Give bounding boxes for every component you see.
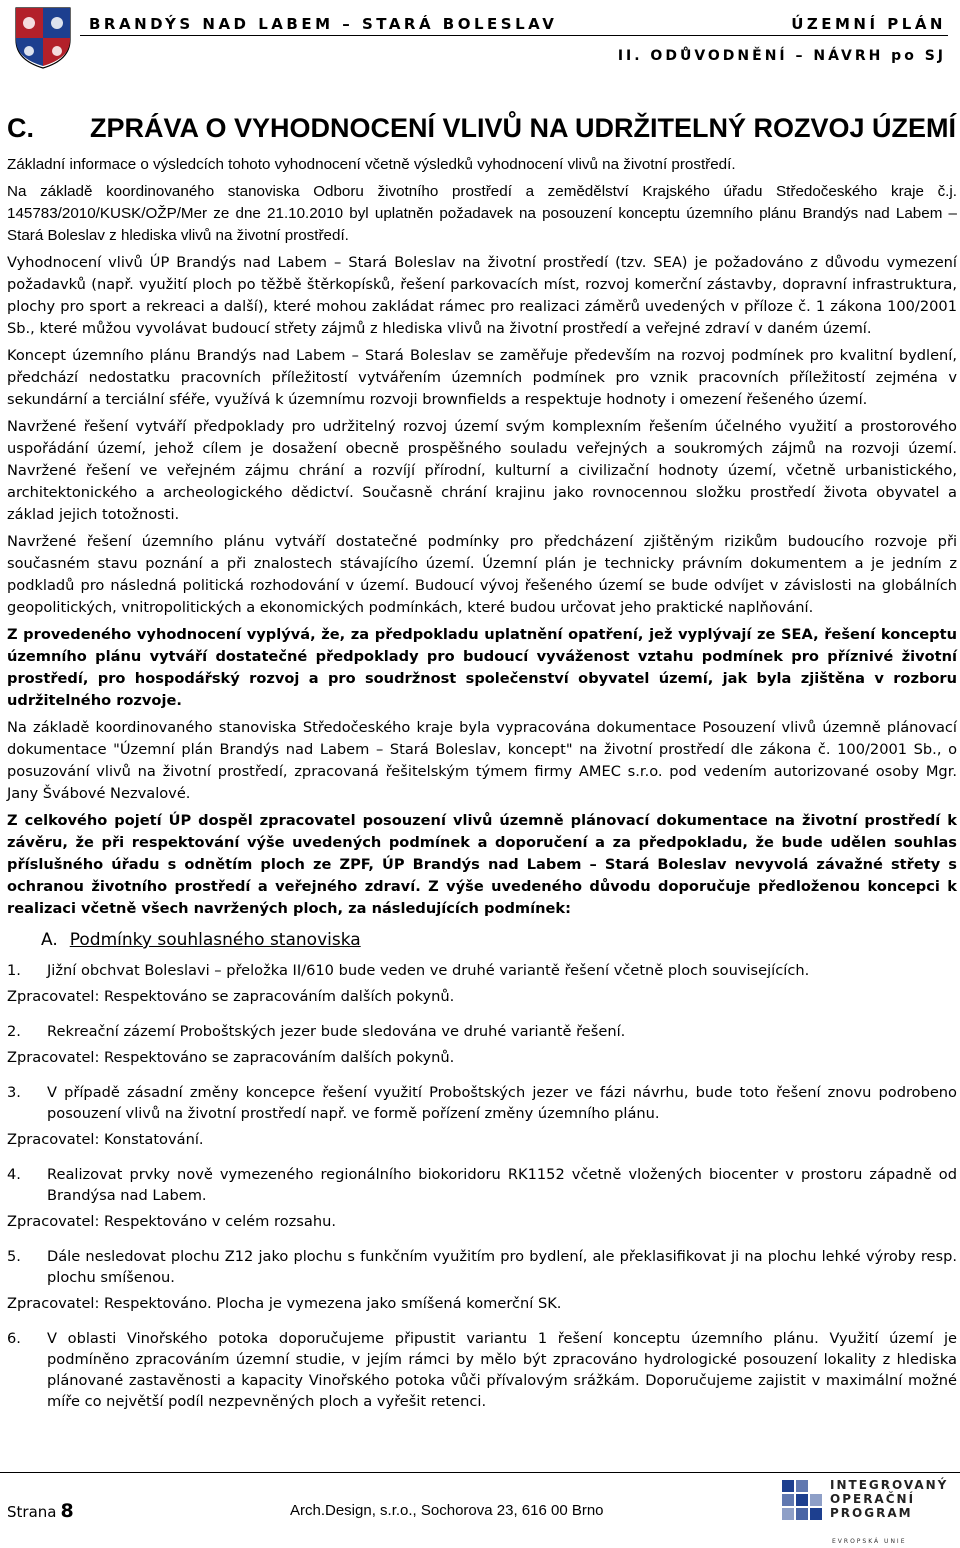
item-number: 3. [7,1084,21,1101]
item-response: Zpracovatel: Respektováno v celém rozsahu. [7,1213,336,1230]
intro-paragraph-2: Na základě koordinovaného stanoviska Odboru životního prostředí a zemědělství Krajského úřadu Středočeského kraje č.j. 145783/2010/KUSK/OŽP/Mer ze dne 21.10.2010 byl uplatněn požadavek na posouzení konceptu územního plánu Brandýs nad Labem – Stará Boleslav z hlediska vlivů na životní prostředí. [7,183,957,244]
item-number: 5. [7,1248,21,1265]
section-letter: C. [7,113,34,143]
item-response: Zpracovatel: Respektováno se zapracováním dalších pokynů. [7,1049,455,1066]
header-document-type: ÚZEMNÍ PLÁN [791,15,946,33]
page-header [0,0,960,78]
coat-of-arms-icon [14,6,72,70]
item-number: 4. [7,1166,21,1183]
list-item [7,1021,957,1042]
list-item [7,1082,957,1124]
item-response: Zpracovatel: Respektováno. Plocha je vymezena jako smíšená komerční SK. [7,1295,562,1312]
list-item [7,1246,957,1288]
page-footer [0,1464,960,1548]
section-title-text: ZPRÁVA O VYHODNOCENÍ VLIVŮ NA UDRŽITELNÝ ROZVOJ ÚZEMÍ [90,113,957,143]
page-label: Strana [7,1503,57,1521]
iop-logo [780,1478,950,1548]
item-number: 6. [7,1330,21,1347]
item-text: Jižní obchvat Boleslavi – přeložka II/610 bude veden ve druhé variantě řešení včetně ploch souvisejících. [47,962,810,979]
program-logo-icon [780,1478,826,1534]
intro-paragraph-1: Základní informace o výsledcích tohoto vyhodnocení včetně výsledků vyhodnocení vlivů na životní prostředí. [7,156,736,173]
item-number: 1. [7,962,21,979]
list-item [7,1328,957,1412]
header-divider [80,35,948,36]
item-text: Rekreační zázemí Proboštských jezer bude sledována ve druhé variantě řešení. [47,1023,626,1040]
document-body [7,112,957,1417]
item-response: Zpracovatel: Respektováno se zapracováním dalších pokynů. [7,988,455,1005]
subsection-title: Podmínky souhlasného stanoviska [69,930,361,950]
logo-line-3: PROGRAM [830,1506,913,1520]
paragraph-sea: Vyhodnocení vlivů ÚP Brandýs nad Labem – Stará Boleslav na životní prostředí (tzv. SEA) je požadováno z důvodu vymezení požadavků (např. využití ploch po těžbě štěrkopísků, řešení parkovacích míst, rozvoj komerční zástavby, dopravní infrastruktura, plochy pro sport a rekreaci a další), které mohou zakládat rámec pro realizaci záměrů uvedených v příloze č. 1 zákona 100/2001 Sb., které můžou vyvolávat budoucí střety zájmů z hlediska vlivů na životní prostředí a veřejné zdraví v daném území. [7,254,957,337]
item-text: Realizovat prvky nově vymezeného regionálního biokoridoru RK1152 včetně vložených biocenter v prostoru západně od Brandýsa nad Labem. [47,1166,957,1204]
page-number [7,1500,74,1522]
company-address: Arch.Design, s.r.o., Sochorova 23, 616 00 Brno [290,1502,604,1519]
header-section: II. ODŮVODNĚNÍ – NÁVRH po SJ [617,48,946,64]
item-text: V oblasti Vinořského potoka doporučujeme připustit variantu 1 řešení konceptu územního plánu. Využití území je podmíněno zpracováním územní studie, v jejím rámci by mělo být zpracováno hydrologické posouzení lokality z hlediska plánované zastavěnosti a kapacity Vinořského potoka vůči přívalovým srážkám. Doporučujeme zajistit v maximální možné míře co největší podíl nezpevněných ploch a vyřešit retenci. [47,1330,957,1410]
logo-line-1: INTEGROVANÝ [830,1478,949,1492]
subsection-letter: A. [41,930,58,950]
item-number: 2. [7,1023,21,1040]
paragraph-conditions: Navržené řešení územního plánu vytváří dostatečné podmínky pro předcházení zjištěným rizikům budoucího rozvoje při současném stavu poznání a při znalostech stávajícího území. Územní plán je technicky právním dokumentem a je jedním z podkladů pro následná politická rozhodování v území. Budoucí vývoj řešeného území se bude odvíjet v závislosti na globálních geopolitických, vnitropolitických a ekonomických podmínkách, které budou určovat jeho praktické naplňování. [7,533,957,616]
paragraph-concept: Koncept územního plánu Brandýs nad Labem – Stará Boleslav se zaměřuje především na rozvoj podmínek pro kvalitní bydlení, předchází nedostatku pracovních příležitostí vytvářením územních podmínek pro vznik pracovních příležitostí zejména v sekundární a terciální sféře, využívá k územnímu rozvoji brownfields a respektuje hodnoty i omezení řešeného území. [7,347,957,408]
paragraph-solution: Navržené řešení vytváří předpoklady pro udržitelný rozvoj území svým komplexním řešením účelného využití a prostorového uspořádání území, jehož cílem je dosažení obecně prospěšného souladu veřejných a soukromých zájmů na rozvoji území. Navržené řešení ve veřejném zájmu chrání a rozvíjí přírodní, kulturní a civilizační hodnoty území, včetně urbanistického, architektonického a archeologického dědictví. Současně chrání krajinu jako rovnocennou složku prostředí života obyvatel a základ jejich totožnosti. [7,418,957,523]
section-title [7,112,957,144]
bold-conclusion-1: Z provedeného vyhodnocení vyplývá, že, za předpokladu uplatnění opatření, jež vyplývají ze SEA, řešení konceptu územního plánu vytváří dostatečné předpoklady pro budoucí vyváženost vztahu podmínek pro příznivé životní prostředí, pro hospodářský rozvoj a pro soudržnost společenství obyvatel území, jak byla zjištěna v rozboru udržitelného rozvoje. [7,626,957,709]
list-item [7,960,957,981]
item-response: Zpracovatel: Konstatování. [7,1131,204,1148]
logo-line-2: OPERAČNÍ [830,1492,916,1506]
page-number-value: 8 [60,1500,74,1522]
program-logo-text [830,1478,948,1520]
item-text: Dále nesledovat plochu Z12 jako plochu s funkčním využitím pro bydlení, ale překlasifikovat ji na plochu lehké výroby resp. plochu smíšenou. [47,1248,957,1286]
paragraph-amec: Na základě koordinovaného stanoviska Středočeského kraje byla vypracována dokumentace Posouzení vlivů územně plánovací dokumentace "Územní plán Brandýs nad Labem – Stará Boleslav, koncept" na životní prostředí dle zákona č. 100/2001 Sb., o posuzování vlivů na životní prostředí, zpracovaná řešitelským týmem firmy AMEC s.r.o. pod vedením autorizované osoby Mgr. Jany Švábové Nezvalové. [7,719,957,802]
item-text: V případě zásadní změny koncepce řešení využití Proboštských jezer ve fázi návrhu, bude toto řešení znovu podrobeno posouzení vlivů na životní prostředí např. ve formě pořízení změny územního plánu. [47,1084,957,1122]
footer-divider [0,1472,960,1473]
header-municipality: BRANDÝS NAD LABEM – STARÁ BOLESLAV [89,15,558,33]
bold-conclusion-2: Z celkového pojetí ÚP dospěl zpracovatel posouzení vlivů územně plánovací dokumentace na životní prostředí k závěru, že při respektování výše uvedených podmínek a doporučení a za předpokladu, že bude udělen souhlas příslušného úřadu s odnětím ploch ze ZPF, ÚP Brandýs nad Labem – Stará Boleslav nevyvolá závažné střety s ochranou životního prostředí a veřejného zdraví. Z výše uvedeného důvodu doporučuje předloženou koncepci k realizaci včetně všech navržených ploch, za následujících podmínek: [7,812,957,917]
subsection-a-heading [41,928,957,952]
list-item [7,1164,957,1206]
eu-label: EVROPSKÁ UNIE [832,1538,907,1545]
